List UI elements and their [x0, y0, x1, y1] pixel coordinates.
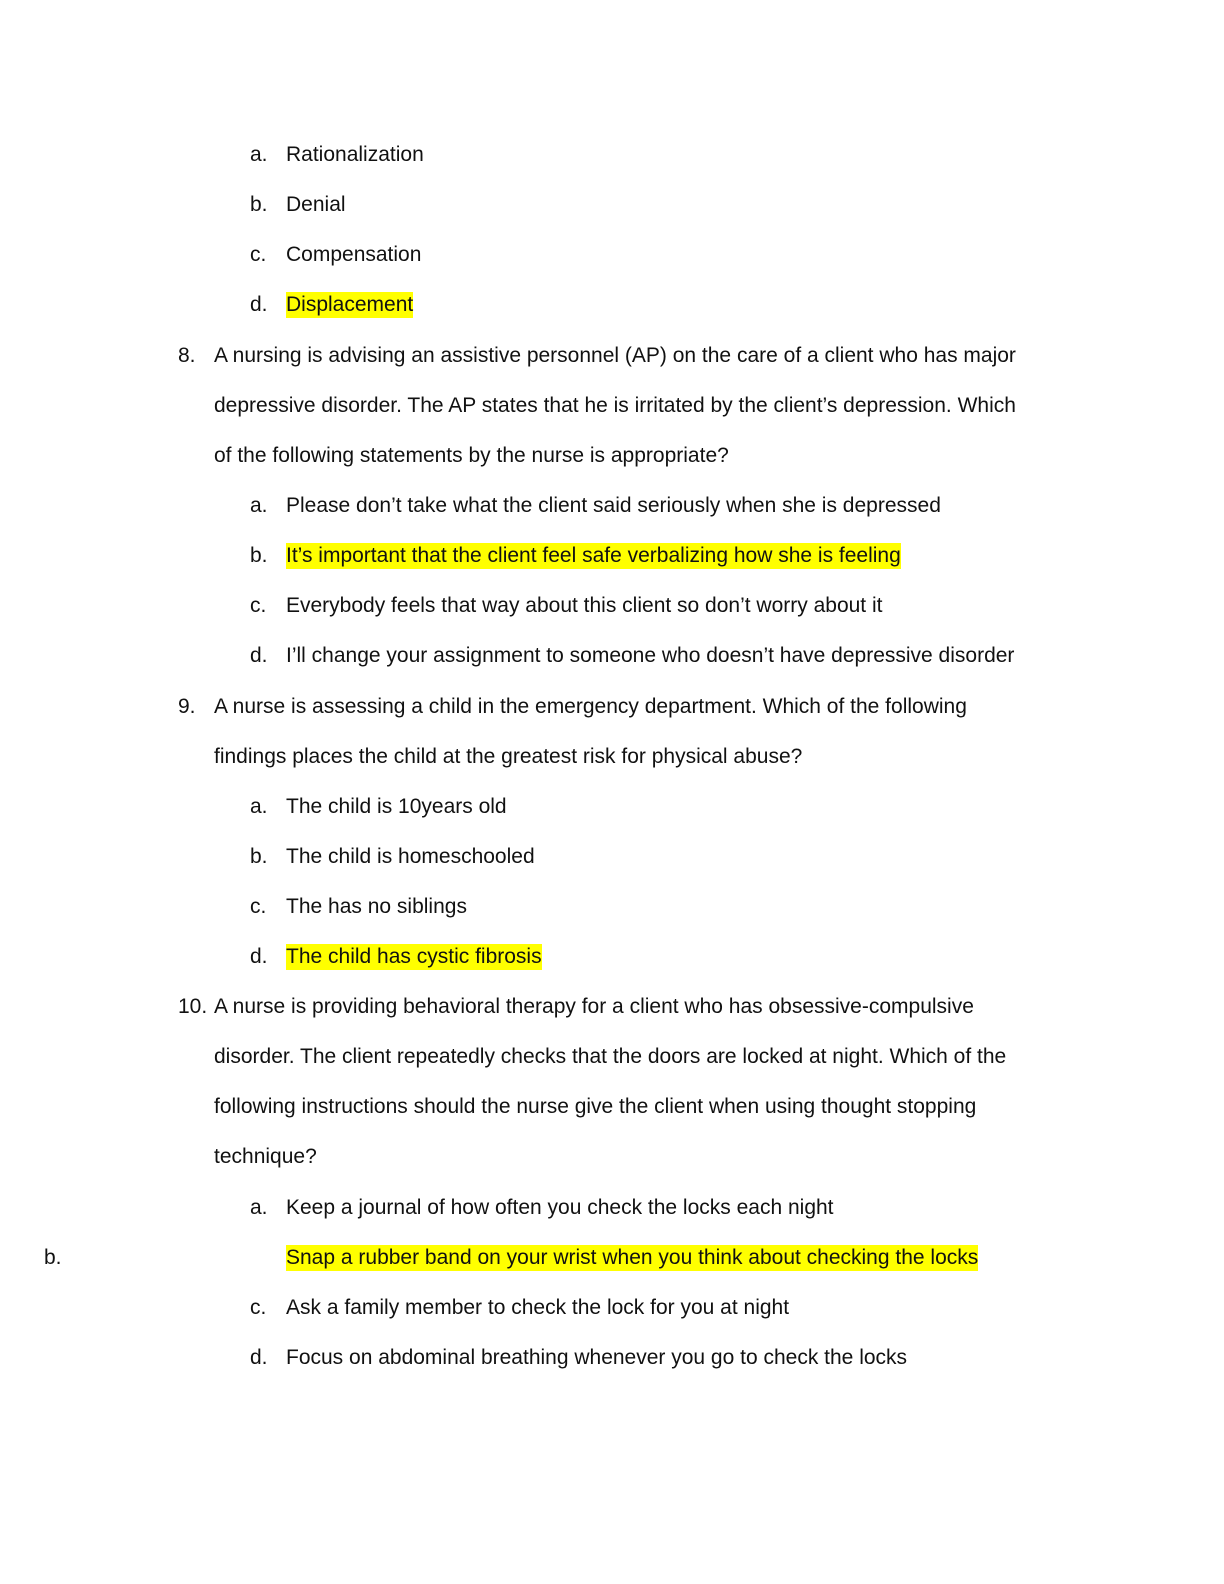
q7-option-d-letter: d.: [250, 293, 268, 316]
q9-stem-line-1: A nurse is assessing a child in the emergency department. Which of the following: [214, 695, 967, 718]
q10-stem-line-1: A nurse is providing behavioral therapy for a client who has obsessive-compulsive: [214, 995, 974, 1018]
q10-option-a: Keep a journal of how often you check the locks each night: [286, 1196, 834, 1219]
q9-number: 9.: [178, 695, 196, 718]
q8-option-d: I’ll change your assignment to someone who doesn’t have depressive disorder: [286, 644, 1015, 667]
q7-option-b-letter: b.: [250, 193, 268, 216]
q8-stem-line-2: depressive disorder. The AP states that he is irritated by the client’s depression. Which: [214, 394, 1016, 417]
q10-stem-line-4: technique?: [214, 1145, 317, 1168]
q8-option-c-letter: c.: [250, 594, 267, 617]
q8-option-c: Everybody feels that way about this client so don’t worry about it: [286, 594, 883, 617]
q9-stem-line-2: findings places the child at the greatest risk for physical abuse?: [214, 745, 803, 768]
q10-option-a-letter: a.: [250, 1196, 268, 1219]
q10-option-d: Focus on abdominal breathing whenever you go to check the locks: [286, 1346, 908, 1369]
q9-option-d-letter: d.: [250, 945, 268, 968]
q8-option-a: Please don’t take what the client said seriously when she is depressed: [286, 494, 941, 517]
q8-stem-line-3: of the following statements by the nurse is appropriate?: [214, 444, 729, 467]
q9-option-b: The child is homeschooled: [286, 845, 535, 868]
q10-stem-line-2: disorder. The client repeatedly checks that the doors are locked at night. Which of the: [214, 1045, 1007, 1068]
q9-option-c: The has no siblings: [286, 895, 467, 918]
q9-option-d-highlighted: The child has cystic fibrosis: [286, 945, 542, 968]
q8-number: 8.: [178, 344, 196, 367]
q9-option-a: The child is 10years old: [286, 795, 507, 818]
q7-option-a-letter: a.: [250, 143, 268, 166]
q10-option-c: Ask a family member to check the lock for you at night: [286, 1296, 790, 1319]
q8-option-a-letter: a.: [250, 494, 268, 517]
q8-option-d-letter: d.: [250, 644, 268, 667]
q8-option-b-highlighted: It’s important that the client feel safe verbalizing how she is feeling: [286, 544, 901, 567]
q10-option-c-letter: c.: [250, 1296, 267, 1319]
q9-option-b-letter: b.: [250, 845, 268, 868]
q8-option-b-letter: b.: [250, 544, 268, 567]
q10-option-b-letter: b.: [44, 1246, 62, 1269]
q10-option-b-highlighted: Snap a rubber band on your wrist when you think about checking the locks: [286, 1246, 979, 1269]
q7-option-a: Rationalization: [286, 143, 424, 166]
q10-option-d-letter: d.: [250, 1346, 268, 1369]
q10-stem-line-3: following instructions should the nurse give the client when using thought stopping: [214, 1095, 977, 1118]
q9-option-c-letter: c.: [250, 895, 267, 918]
q7-option-b: Denial: [286, 193, 346, 216]
q7-option-c-letter: c.: [250, 243, 267, 266]
q7-option-c: Compensation: [286, 243, 422, 266]
q8-stem-line-1: A nursing is advising an assistive personnel (AP) on the care of a client who has major: [214, 344, 1016, 367]
q10-number: 10.: [178, 995, 208, 1018]
q9-option-a-letter: a.: [250, 795, 268, 818]
q7-option-d-highlighted: Displacement: [286, 293, 414, 316]
